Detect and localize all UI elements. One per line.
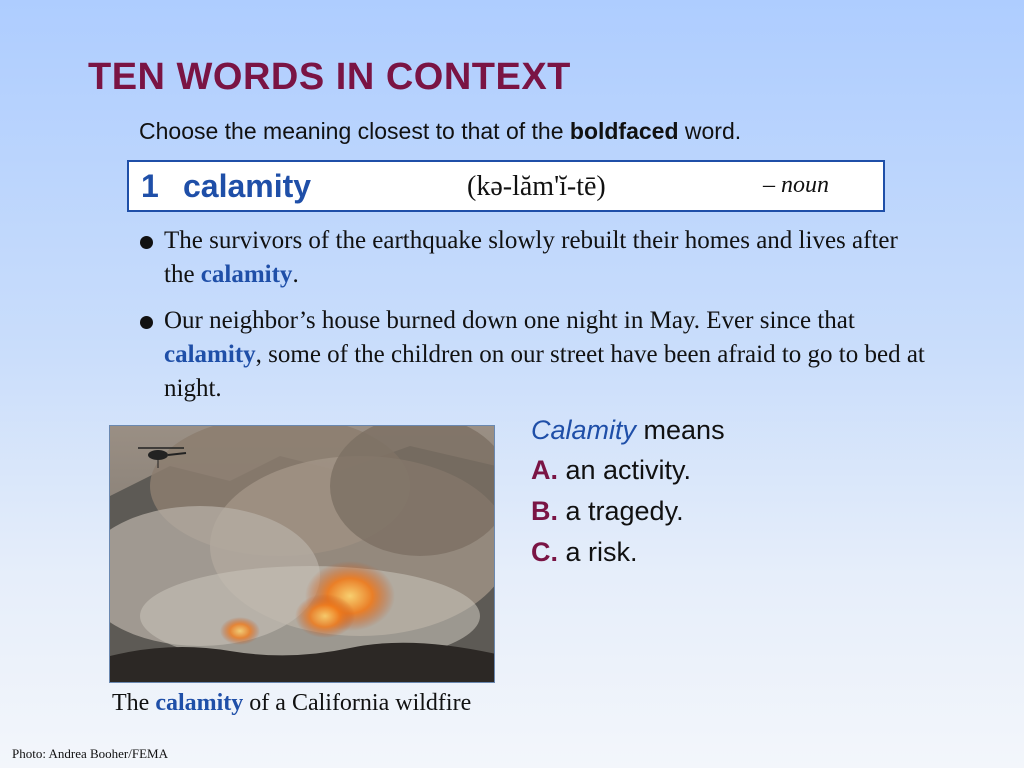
question-stem [531,412,725,452]
choice-text: a tragedy. [558,496,684,526]
answer-choice-c[interactable] [531,534,725,575]
caption-before: The [112,690,156,716]
instructions-prefix: Choose the meaning closest to that of the [139,118,570,144]
example-sentence [138,224,928,292]
example-word: calamity [200,261,293,288]
choice-letter: B. [531,496,558,526]
page-title: TEN WORDS IN CONTEXT [88,56,571,98]
word-box [127,160,885,212]
answer-choice-b[interactable] [531,493,725,534]
instructions [139,118,741,145]
photo-credit: Photo: Andrea Booher/FEMA [12,746,168,761]
caption-word: calamity [155,690,244,716]
photo-caption [112,690,471,717]
choice-text: a risk. [558,537,638,567]
example-word: calamity [164,341,256,368]
word-number: 1 [141,168,159,204]
example-sentence [138,304,928,406]
wildfire-image [110,426,495,683]
caption-after: of a California wildfire [243,690,472,716]
headword: calamity [183,168,312,204]
example-list [138,224,928,418]
example-before: Our neighbor’s house burned down one night in May. Ever since that [164,307,855,334]
example-after: , some of the children on our street have been afraid to go to bed at night. [164,341,925,402]
question-panel [531,412,725,575]
instructions-bold: boldfaced [569,118,679,144]
part-of-speech: – noun [763,172,829,198]
choice-letter: A. [531,455,558,485]
instructions-suffix: word. [678,118,742,144]
answer-choice-a[interactable] [531,452,725,493]
choice-text: an activity. [558,455,692,485]
choice-letter: C. [531,537,558,567]
stem-word: Calamity [531,415,637,445]
example-after: . [292,261,299,288]
pronunciation: (kə-lăm'ĭ-tē) [467,171,606,202]
stem-rest: means [636,415,725,445]
bullet-dot-icon [140,316,153,329]
wildfire-photo [109,425,495,683]
bullet-dot-icon [140,236,153,249]
example-before: The survivors of the earthquake slowly rebuilt their homes and lives after the [164,227,898,288]
